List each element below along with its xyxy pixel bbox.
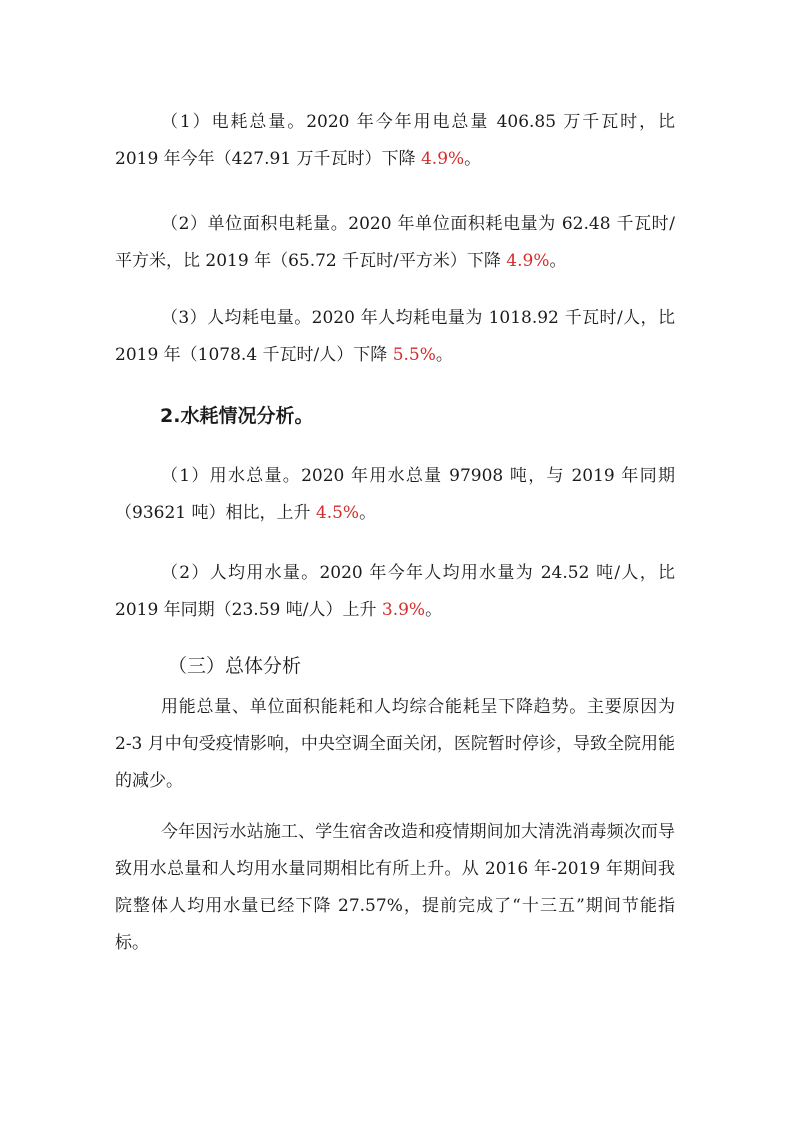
water-total-paragraph: [115, 458, 675, 532]
electricity-total-paragraph: [115, 104, 675, 178]
overall-paragraph-1: 用能总量、单位面积能耗和人均综合能耗呈下降趋势。主要原因为 2-3 月中旬受疫情影响，中央空调全面关闭，医院暂时停诊，导致全院用能的减少。: [115, 697, 675, 791]
overall-analysis-heading: （三）总体分析: [168, 655, 302, 677]
overall-paragraph-2: 今年因污水站施工、学生宿舍改造和疫情期间加大清洗消毒频次而导致用水总量和人均用水量同期相比有所上升。从 2016 年-2019 年期间我院整体人均用水量已经下降 27.57%，提前完成了“十三五”期间节能指标。: [115, 822, 675, 953]
electricity-per-area-paragraph: [115, 206, 675, 280]
electricity-per-capita-percent: 5.5%: [392, 345, 436, 365]
water-per-capita-paragraph: [115, 555, 675, 629]
water-total-end: 。: [359, 503, 377, 523]
electricity-per-capita-end: 。: [435, 345, 453, 365]
water-section-heading: 2.水耗情况分析。: [160, 405, 314, 427]
electricity-per-capita-paragraph: [115, 300, 675, 374]
electricity-per-capita-text: （3）人均耗电量。2020 年人均耗电量为 1018.92 千瓦时/人，比 2019 年（1078.4 千瓦时/人）下降: [115, 308, 675, 365]
water-per-capita-percent: 3.9%: [381, 600, 426, 620]
electricity-per-area-end: 。: [549, 251, 567, 271]
electricity-per-area-text: （2）单位面积电耗量。2020 年单位面积耗电量为 62.48 千瓦时/平方米，比 2019 年（65.72 千瓦时/平方米）下降: [115, 214, 675, 271]
electricity-total-end: 。: [464, 149, 482, 169]
water-per-capita-text: （2）人均用水量。2020 年今年人均用水量为 24.52 吨/人，比 2019 年同期（23.59 吨/人）上升: [115, 563, 675, 620]
water-per-capita-end: 。: [425, 600, 443, 620]
electricity-per-area-percent: 4.9%: [506, 251, 550, 271]
water-total-percent: 4.5%: [315, 503, 360, 523]
electricity-total-percent: 4.9%: [420, 149, 465, 169]
electricity-total-text: （1）电耗总量。2020 年今年用电总量 406.85 万千瓦时，比 2019 年今年（427.91 万千瓦时）下降: [115, 112, 675, 169]
water-total-text: （1）用水总量。2020 年用水总量 97908 吨，与 2019 年同期（93621 吨）相比，上升: [115, 466, 675, 523]
